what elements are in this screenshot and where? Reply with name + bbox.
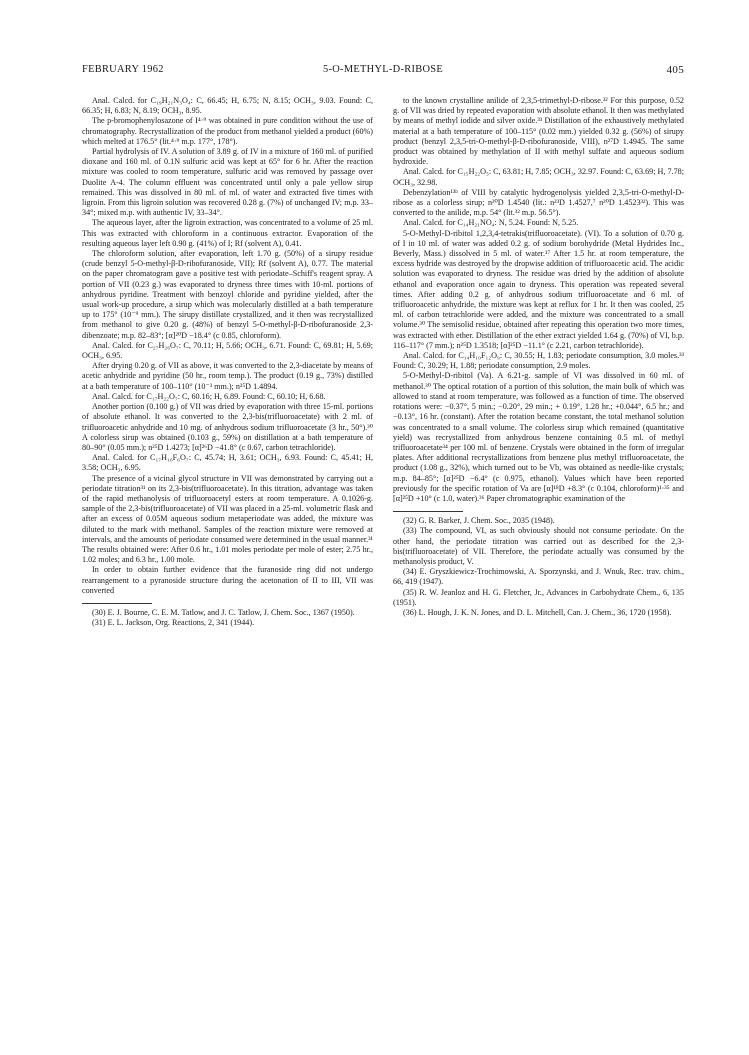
right-column — [393, 96, 684, 1033]
paragraph: Anal. Calcd. for C₁₇H₂₂O₇: C, 60.16; H, 6.89. Found: C, 60.10; H, 6.68. — [92, 391, 326, 401]
footnote: (36) L. Hough, J. K. N. Jones, and D. L. Mitchell, Can. J. Chem., 36, 1720 (1958). — [403, 607, 672, 617]
paragraph: Another portion (0.100 g.) of VII was dried by evaporation with three 15-ml. portions of absolute ethanol. It was converted to the 2,3-bis(trifluoroacetate) with 2 ml. of trifluoroacetic anhydride and 10 mg. of anhydrous sodium trifluoroacetate (3 hr., 50°).³⁰ A colorless sirup was obtained (0.103 g., 59%) on distillation at a bath temperature of 80–90° (0.05 mm.); n²⁵D 1.4273; [α]²⁶D −41.8° (c 0.67, carbon tetrachloride). — [82, 402, 373, 452]
footnotes-left — [82, 608, 373, 628]
paragraph: The p-bromophenylosazone of I⁴·⁹ was obtained in pure condition without the use of chromatography. Recrystallization of the product from methanol yielded a product (60%) which melted at 176.5° (lit.⁴·⁹ m.p. 177°, 178°). — [82, 116, 373, 146]
paragraph: Debenzylation¹³ᵇ of VIII by catalytic hydrogenolysis yielded 2,3,5-tri-O-methyl-D-ribose as a colorless sirup; n²⁰D 1.4540 (lit.: n²³D 1.4527,⁷ n²⁰D 1.4523³²). This was converted to the anilide, m.p. 54° (lit.³² m.p. 56.5°). — [393, 187, 684, 218]
footnote: (32) G. R. Barker, J. Chem. Soc., 2035 (1948). — [403, 516, 555, 526]
paragraph: Anal. Calcd. for C₁₄H₂₁NO₄: N, 5.24. Found: N, 5.25. — [403, 218, 579, 228]
left-column — [82, 96, 373, 1033]
footnote: (31) E. L. Jackson, Org. Reactions, 2, 341 (1944). — [92, 618, 255, 628]
footnote-divider — [82, 603, 152, 604]
paragraph: Partial hydrolysis of IV. A solution of 3.89 g. of IV in a mixture of 160 ml. of purified dioxane and 160 ml. of 0.1N sulfuric acid was kept at 65° for 6 hr. After the reaction mixture was cooled to room temperature, sulfuric acid was removed by passage over Duolite A-4. The column effluent was concentrated until only a pale yellow sirup remained. This was dissolved in 80 ml. of ml. of water and extracted five times with ligroin. From this ligroin solution was recovered 0.28 g. (7%) of unchanged IV; m.p. 33–34°; mixed m.p. with authentic IV, 33–34°. — [82, 147, 373, 218]
paragraph: The chloroform solution, after evaporation, left 1.70 g. (50%) of a sirupy residue (crude benzyl 5-O-methyl-β-D-ribofuranoside, VII); Rf (solvent A), 0.77. The material on the paper chromatogram gave a positive test with periodate–Schiff's reagent spray. A portion of VII (0.23 g.) was evaporated to dryness three times with 10-ml. portions of anhydrous pyridine. Treatment with benzoyl chloride and pyridine yielded, after the usual work-up procedure, a sirup which was molecularly distilled at a bath temperature up to 175° (10⁻⁹ mm.). The sirupy distillate crystallized, and it then was recrystallized from methanol to give 0.20 g. (48%) of benzyl 5-O-methyl-β-D-ribofuranoside 2,3-dibenzoate; m.p. 82–83°; [α]²⁰D −18.4° (c 0.85, chloroform). — [82, 249, 373, 340]
header-title: 5-O-METHYL-D-RIBOSE — [323, 64, 443, 75]
footnotes-right — [393, 516, 684, 618]
header-date: FEBRUARY 1962 — [82, 64, 164, 75]
paragraph: In order to obtain further evidence that the furanoside ring did not undergo rearrangement to a pyranoside structure during the acetonation of II to III, VII was converted — [82, 565, 373, 595]
running-header — [82, 64, 684, 78]
footnote: (35) R. W. Jeanloz and H. G. Fletcher, Jr., Advances in Carbohydrate Chem., 6, 135 (1951). — [393, 587, 684, 607]
paragraph: 5-O-Methyl-D-ribitol 1,2,3,4-tetrakis(trifluoroacetate). (VI). To a solution of 0.70 g. of I in 10 ml. of water was added 0.2 g. of sodium borohydride (Metal Hydrides Inc., Beverly, Mass.) dissolved in 5 ml. of water.¹⁷ After 1.5 hr. at room temperature, the excess hydride was destroyed by the dropwise addition of trifluoroacetic acid. The acidic solution was evaporated to dryness. The residue was dried by the addition of absolute ethanol and evaporation once again to dryness. This operation was repeated several times. After adding 0.2 g. of anhydrous sodium trifluoroacetate and 6 ml. of trifluoroacetic anhydride, the mixture was kept at reflux for 1 hr. It then was cooled, 25 ml. of carbon tetrachloride were added, and the mixture was concentrated to a small volume.³⁰ The semisolid residue, obtained after repeating this operation two more times, was extracted with ether. Distillation of the ether extract yielded 1.64 g. (70%) of VI, b.p. 116–117° (7 mm.); n²⁵D 1.3518; [α]²⁵D −11.1° (c 2.21, carbon tetrachloride). — [393, 228, 684, 350]
footnote-divider — [393, 511, 463, 512]
footnote: (34) E. Gryszkiewicz-Trochimowski, A. Sporzynski, and J. Wnuk, Rec. trav. chim., 66, 419 (1947). — [393, 567, 684, 587]
paragraph: Anal. Calcd. for C₁₉H₂₁N₃O₄: C, 66.45; H, 6.75; N, 8.15; OCH₃, 9.03. Found: C, 66.35; H, 6.83; N, 8.19; OCH₃, 8.95. — [82, 96, 373, 116]
paragraph: to the known crystalline anilide of 2,3,5-trimethyl-D-ribose.³² For this purpose, 0.52 g. of VII was dried by repeated evaporation with absolute ethanol. It then was methylated by means of methyl iodide and silver oxide.³³ Distillation of the exhaustively methylated material at a bath temperature of 100–115° (0.02 mm.) yielded 0.32 g. (56%) of sirupy product (benzyl 2,3,5-tri-O-methyl-β-D-ribofuranoside, VIII), n²⁷D 1.4945. The same product was obtained by methylation of II with methyl sulfate and aqueous sodium hydroxide. — [393, 96, 684, 167]
footnote: (33) The compound, VI, as such obviously should not consume periodate. On the other hand, the periodate titration was carried out as described for the 2,3-bis(trifluoroacetate) of VII. Therefore, the periodate actually was consumed by the methanolysis product, V. — [393, 526, 684, 566]
footnote: (30) E. J. Bourne, C. E. M. Tatlow, and J. C. Tatlow, J. Chem. Soc., 1367 (1950). — [92, 607, 355, 617]
paragraph: Anal. Calcd. for C₁₅H₂₂O₅: C, 63.81; H, 7.85; OCH₃, 32.97. Found: C, 63.69; H, 7.78; OCH₃, 32.98. — [393, 167, 684, 187]
paragraph: The aqueous layer, after the ligroin extraction, was concentrated to a volume of 25 ml. This was extracted with chloroform in a continuous extractor. Evaporation of the resulting aqueous layer left 0.90 g. (41%) of I; Rf (solvent A), 0.41. — [82, 218, 373, 248]
paragraph: Anal. Calcd. for C₂₇H₂₆O₇: C, 70.11; H, 5.66; OCH₃, 6.71. Found: C, 69.81; H, 5.69; OCH₃, 6.95. — [82, 340, 373, 361]
paragraph: After drying 0.20 g. of VII as above, it was converted to the 2,3-diacetate by means of acetic anhydride and pyridine (50 hr., room temp.). The product (0.19 g., 73%) distilled at a bath temperature of 100–110° (10⁻³ mm.); n²⁵D 1.4894. — [82, 361, 373, 391]
paragraph: Anal. Calcd. for C₁₄H₁₀F₁₂O₉: C, 30.55; H, 1.83; periodate consumption, 3.0 moles.³³ Found: C, 30.29; H, 1.88; periodate consumption, 2.9 moles. — [393, 351, 684, 371]
paragraph: Anal. Calcd. for C₁₇H₁₆F₆O₇: C, 45.74; H, 3.61; OCH₃, 6.93. Found: C, 45.41; H, 3.58; OCH₃, 6.95. — [82, 453, 373, 473]
page-number: 405 — [666, 64, 684, 76]
paragraph: The presence of a vicinal glycol structure in VII was demonstrated by carrying out a periodate titration³¹ on its 2,3-bis(trifluoroacetate). In this titration, advantage was taken of the rapid methanolysis of trifluoroacetyl esters at room temperature. A 0.1026-g. sample of the 2,3-bis(trifluoroacetate) of VII was placed in a 25-ml. volumetric flask and after an excess of 0.05M aqueous sodium metaperiodate was added, the mixture was diluted to the mark with methanol. Samples of the reaction mixture were removed at intervals, and the amounts of periodate consumed were determined in the usual manner.³¹ The results obtained were: After 0.6 hr., 1.01 moles periodate per mole of ester; 2.75 hr., 1.02 moles; and 6.3 hr., 1.00 mole. — [82, 473, 373, 565]
paragraph: 5-O-Methyl-D-ribitol (Va). A 6.21-g. sample of VI was dissolved in 60 ml. of methanol.³⁰ The optical rotation of a portion of this solution, the main bulk of which was allowed to stand at room temperature, was followed as a function of time. The observed rotations were: −0.37°, 5 min.; −0.20°, 29 min.; + 0.19°, 1.28 hr.; +0.044°, 6.5 hr.; and −0.13°, 16 hr. (constant). After the rotation became constant, the total methanol solution was concentrated to a small volume. The colorless sirup which remained (quantitative yield) was recrystallized from anhydrous benzene containing 0.5 ml. of methyl trifluoroacetate³⁴ per 100 ml. of benzene. Crystals were obtained in the form of irregular plates. After additional recrystallizations from benzene plus methyl trifluoroacetate, the product (1.08 g., 32%), which turned out to be Vb, was obtained as needle-like crystals; m.p. 84–85°; [α]²⁵D −6.4° (c 0.975, ethanol). Values which have been reported previously for the specific rotation of Va are [α]¹⁸D +8.3° (c 0.104, chloroform)¹·³⁵ and [α]²⁵D +10° (c 1.0, water).³⁶ Paper chromatographic examination of the — [393, 371, 684, 503]
